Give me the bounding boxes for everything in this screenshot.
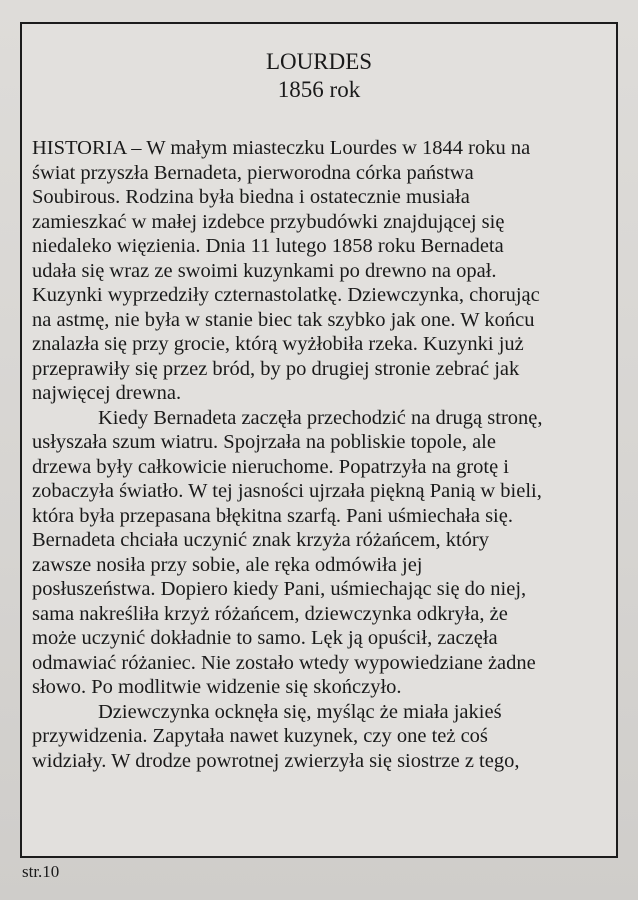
text-line: zobaczyła światło. W tej jasności ujrzała piękną Panią w bieli, xyxy=(32,480,542,502)
document-body xyxy=(32,136,612,773)
text-line: usłyszała szum wiatru. Spojrzała na pobliskie topole, ale xyxy=(32,431,496,453)
text-line: świat przyszła Bernadeta, pierworodna córka państwa xyxy=(32,161,474,184)
text-line: najwięcej drewna. xyxy=(32,382,182,404)
text-line: może uczynić dokładnie to samo. Lęk ją opuścił, zaczęła xyxy=(32,627,498,649)
paragraph-start-line: Dziewczynka ocknęła się, myśląc że miała jakieś xyxy=(98,700,502,723)
text-line: przeprawiły się przez bród, by po drugiej stronie zebrać jak xyxy=(32,357,520,380)
text-line: Kuzynki wyprzedziły czternastolatkę. Dziewczynka, chorując xyxy=(32,284,540,306)
text-line: posłuszeństwa. Dopiero kiedy Pani, uśmiechając się do niej, xyxy=(32,578,527,600)
text-line: znalazła się przy grocie, którą wyżłobiła rzeka. Kuzynki już xyxy=(32,333,524,355)
text-line: odmawiać różaniec. Nie zostało wtedy wypowiedziane żadne xyxy=(32,651,536,674)
text-line: sama nakreśliła krzyż różańcem, dziewczynka odkryła, że xyxy=(32,602,508,625)
text-line: zawsze nosiła przy sobie, ale ręka odmówiła jej xyxy=(32,553,423,576)
text-line: drzewa były całkowicie nieruchome. Popatrzyła na grotę i xyxy=(32,455,510,478)
text-line: na astmę, nie była w stanie biec tak szybko jak one. W końcu xyxy=(32,308,535,331)
text-line: słowo. Po modlitwie widzenie się skończyło. xyxy=(32,676,402,698)
text-line: zamieszkać w małej izdebce przybudówki znajdującej się xyxy=(32,210,505,233)
text-line: HISTORIA – W małym miasteczku Lourdes w 1844 roku na xyxy=(32,137,531,159)
text-line: przywidzenia. Zapytała nawet kuzynek, czy one też coś xyxy=(32,725,488,747)
text-line: udała się wraz ze swoimi kuzynkami po drewno na opał. xyxy=(32,259,497,282)
text-line: Bernadeta chciała uczynić znak krzyża różańcem, który xyxy=(32,529,490,551)
text-line: widziały. W drodze powrotnej zwierzyła się siostrze z tego, xyxy=(32,749,520,772)
paragraph-start-line: Kiedy Bernadeta zaczęła przechodzić na drugą stronę, xyxy=(98,406,543,429)
text-frame xyxy=(20,22,618,858)
text-line: niedaleko więzienia. Dnia 11 lutego 1858 roku Bernadeta xyxy=(32,235,504,257)
page-number: str.10 xyxy=(22,862,60,881)
document-title: LOURDES xyxy=(265,49,373,74)
document-subtitle-year: 1856 rok xyxy=(277,77,361,102)
text-line: która była przepasana błękitna szarfą. Pani uśmiechała się. xyxy=(32,504,513,527)
text-line: Soubirous. Rodzina była biedna i ostatecznie musiała xyxy=(32,186,470,208)
